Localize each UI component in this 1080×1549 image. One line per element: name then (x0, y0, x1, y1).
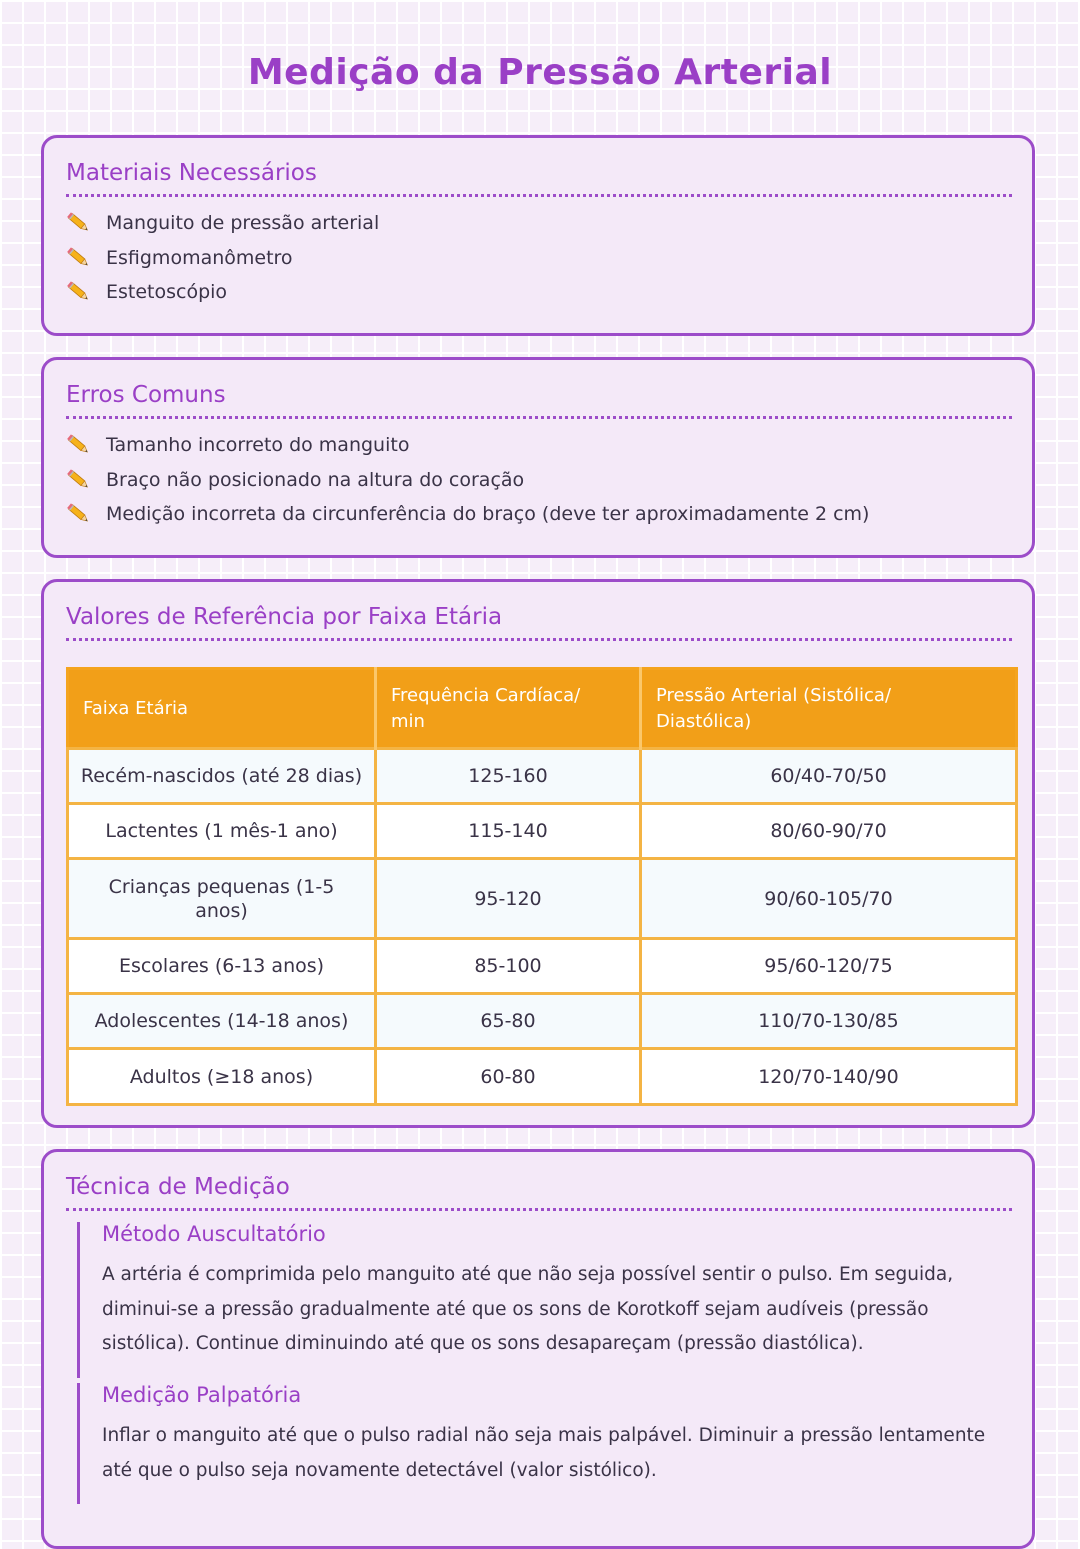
page-title: Medição da Pressão Arterial (247, 52, 833, 93)
materials-list (66, 206, 379, 310)
palpatory-block (77, 1383, 997, 1504)
cell-heart-rate: 85-100 (376, 939, 641, 994)
pencil-icon (66, 211, 106, 235)
cell-blood-pressure: 80/60-90/70 (641, 804, 1017, 859)
auscultatory-block (77, 1222, 997, 1378)
palpatory-text: Inflar o manguito até que o pulso radial não seja mais palpável. Diminuir a pressão lentamente até que o pulso seja novamente detectável (valor sistólico). (102, 1425, 986, 1481)
pencil-icon (66, 502, 106, 526)
list-item (66, 497, 869, 532)
cell-age: Recém-nascidos (até 28 dias) (68, 749, 376, 804)
cell-age: Escolares (6-13 anos) (68, 939, 376, 994)
table-row (68, 859, 1017, 939)
list-item (66, 241, 379, 276)
materials-card (41, 135, 1035, 336)
list-item (66, 275, 379, 310)
materials-title: Materiais Necessários (66, 160, 317, 186)
table-row (68, 749, 1017, 804)
pencil-icon (66, 468, 106, 492)
cell-age: Lactentes (1 mês-1 ano) (68, 804, 376, 859)
list-item (66, 463, 869, 498)
pencil-icon (66, 246, 106, 270)
cell-age: Crianças pequenas (1-5 anos) (68, 859, 376, 939)
header-blood-pressure: Pressão Arterial (Sistólica/ Diastólica) (641, 669, 1017, 749)
cell-heart-rate: 60-80 (376, 1049, 641, 1105)
cell-age: Adolescentes (14-18 anos) (68, 994, 376, 1049)
list-item-text: Braço não posicionado na altura do coração (106, 468, 525, 491)
reference-table (66, 667, 1018, 1106)
technique-title: Técnica de Medição (66, 1174, 290, 1200)
list-item (66, 206, 379, 241)
table-row (68, 994, 1017, 1049)
table-row (68, 804, 1017, 859)
table-row (68, 939, 1017, 994)
reference-title: Valores de Referência por Faixa Etária (66, 604, 503, 630)
pencil-icon (66, 433, 106, 457)
palpatory-title: Medição Palpatória (102, 1383, 302, 1407)
cell-heart-rate: 115-140 (376, 804, 641, 859)
cell-heart-rate: 95-120 (376, 859, 641, 939)
table-header-row (68, 669, 1017, 749)
list-item-text: Esfigmomanômetro (106, 246, 293, 269)
materials-divider (66, 194, 1012, 197)
cell-age: Adultos (≥18 anos) (68, 1049, 376, 1105)
errors-divider (66, 416, 1012, 419)
header-age: Faixa Etária (68, 669, 376, 749)
list-item-text: Medição incorreta da circunferência do braço (deve ter aproximadamente 2 cm) (106, 503, 870, 526)
header-heart-rate: Frequência Cardíaca/ min (376, 669, 641, 749)
pencil-icon (66, 280, 106, 304)
table-row (68, 1049, 1017, 1105)
cell-blood-pressure: 60/40-70/50 (641, 749, 1017, 804)
cell-blood-pressure: 120/70-140/90 (641, 1049, 1017, 1105)
reference-card (41, 579, 1035, 1128)
list-item (66, 428, 869, 463)
list-item-text: Tamanho incorreto do manguito (106, 434, 410, 457)
technique-divider (66, 1208, 1012, 1211)
cell-blood-pressure: 90/60-105/70 (641, 859, 1017, 939)
cell-heart-rate: 125-160 (376, 749, 641, 804)
cell-blood-pressure: 95/60-120/75 (641, 939, 1017, 994)
auscultatory-title: Método Auscultatório (102, 1222, 326, 1246)
cell-heart-rate: 65-80 (376, 994, 641, 1049)
list-item-text: Estetoscópio (106, 281, 228, 304)
reference-divider (66, 638, 1012, 641)
technique-card (41, 1149, 1035, 1549)
errors-card (41, 357, 1035, 558)
cell-blood-pressure: 110/70-130/85 (641, 994, 1017, 1049)
auscultatory-text: A artéria é comprimida pelo manguito até que não seja possível sentir o pulso. Em seguida, diminui-se a pressão gradualmente até que os sons de Korotkoff sejam audíveis (pressão sistólica). Continue diminuindo até que os sons desapareçam (pressão diastólica). (102, 1264, 954, 1354)
errors-list (66, 428, 869, 532)
errors-title: Erros Comuns (66, 382, 226, 408)
list-item-text: Manguito de pressão arterial (106, 212, 380, 235)
